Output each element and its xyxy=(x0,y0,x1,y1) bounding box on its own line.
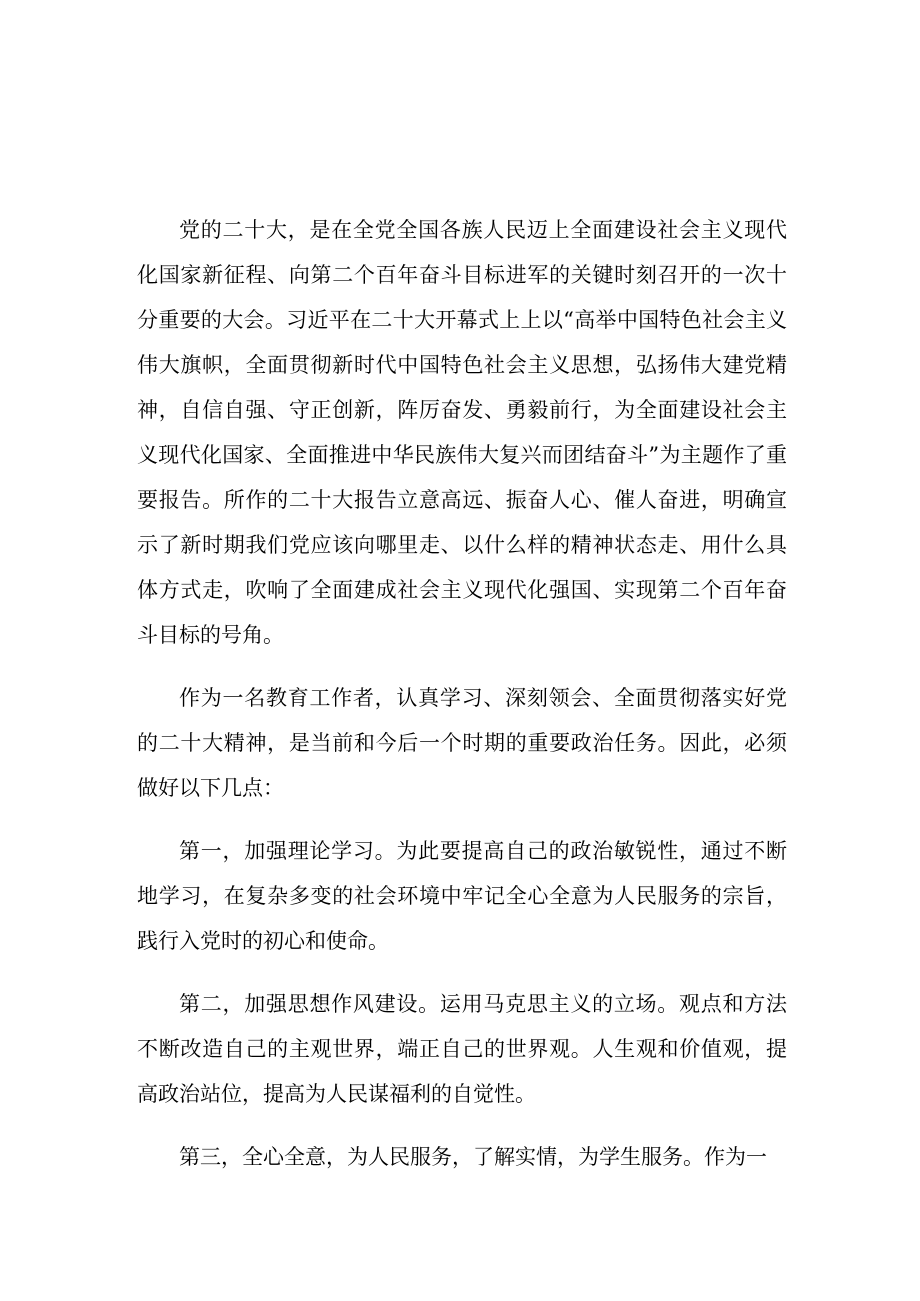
paragraph-educator: 作为一名教育工作者，认真学习、深刻领会、全面贯彻落实好党的二十大精神，是当前和今后一个时期的重要政治任务。因此，必须做好以下几点： xyxy=(137,686,787,800)
paragraph-point-two: 第二，加强思想作风建设。运用马克思主义的立场。观点和方法不断改造自己的主观世界，端正自己的世界观。人生观和价值观，提高政治站位，提高为人民谋福利的自觉性。 xyxy=(137,992,787,1106)
paragraph-point-one: 第一，加强理论学习。为此要提高自己的政治敏锐性，通过不断地学习，在复杂多变的社会环境中牢记全心全意为人民服务的宗旨，践行入党时的初心和使命。 xyxy=(137,839,787,953)
paragraph-intro: 党的二十大，是在全党全国各族人民迈上全面建设社会主义现代化国家新征程、向第二个百年奋斗目标进军的关键时刻召开的一次十分重要的大会。习近平在二十大开幕式上上以“高举中国特色社会主义伟大旗帜，全面贯彻新时代中国特色社会主义思想，弘扬伟大建党精神，自信自强、守正创新，阵厉奋发、勇毅前行，为全面建设社会主义现代化国家、全面推进中华民族伟大复兴而团结奋斗”为主题作了重要报告。所作的二十大报告立意高远、振奋人心、催人奋进，明确宣示了新时期我们党应该向哪里走、以什么样的精神状态走、用什么具体方式走，吹响了全面建成社会主义现代化强国、实现第二个百年奋斗目标的号角。 xyxy=(137,218,787,647)
paragraph-point-three: 第三，全心全意，为人民服务，了解实情，为学生服务。作为一 xyxy=(179,1145,767,1169)
document-body xyxy=(137,208,787,1198)
